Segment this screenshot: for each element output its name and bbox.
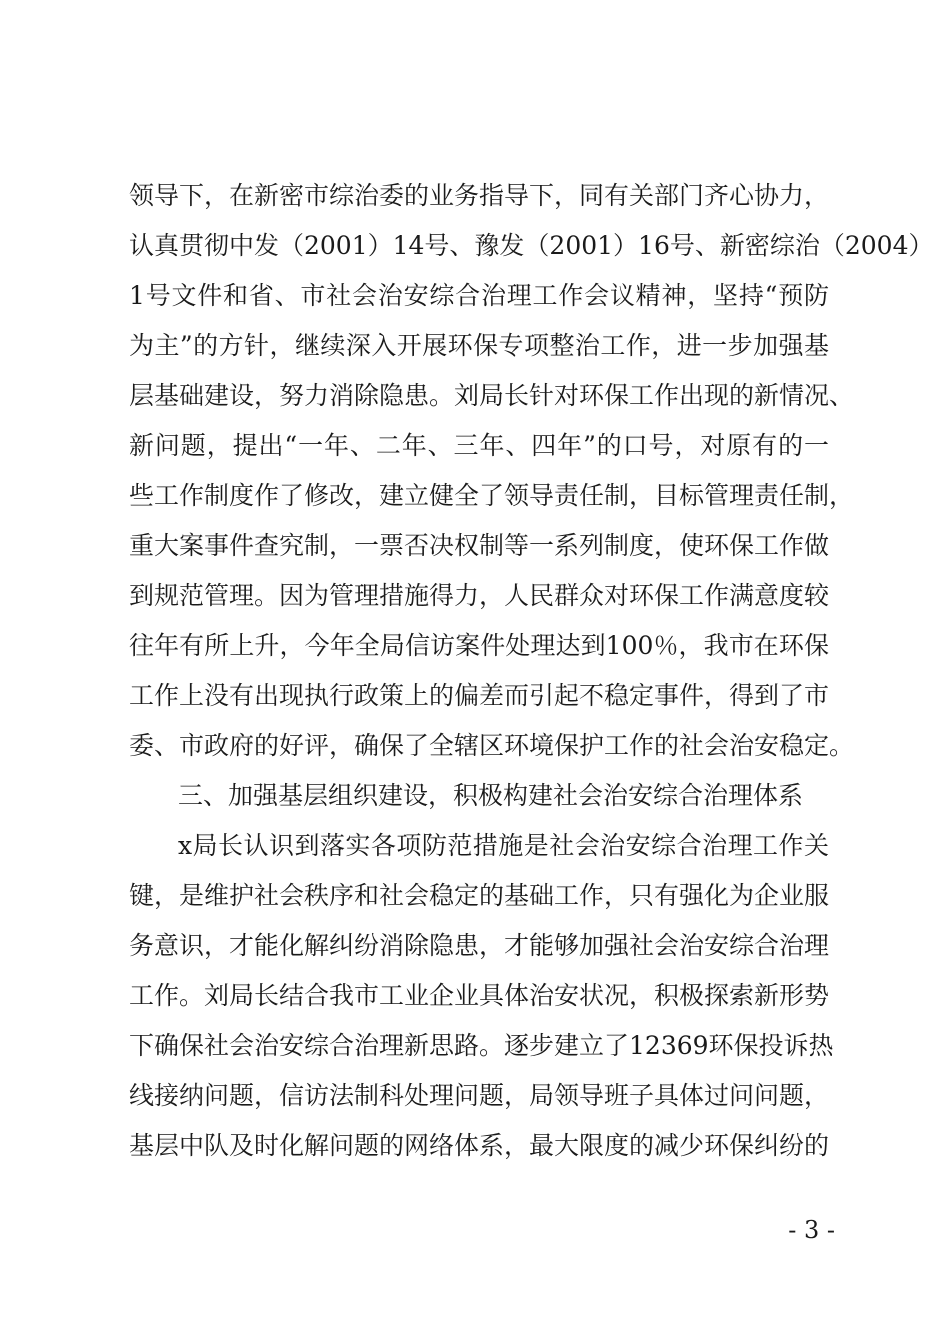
text-line: 往年有所上升，今年全局信访案件处理达到100％，我市在环保 [129, 631, 829, 660]
text-line: 重大案事件查究制，一票否决权制等一系列制度，使环保工作做 [129, 531, 830, 560]
text-line: 基层中队及时化解问题的网络体系，最大限度的减少环保纠纷的 [129, 1131, 830, 1160]
text-line: 工作上没有出现执行政策上的偏差而引起不稳定事件，得到了市 [129, 681, 830, 710]
page-number: - 3 - [788, 1216, 835, 1244]
text-line: 些工作制度作了修改，建立健全了领导责任制，目标管理责任制， [129, 481, 855, 510]
paragraph-first-line: x局长认识到落实各项防范措施是社会治安综合治理工作关 [178, 831, 829, 860]
text-line: 新问题，提出“一年、二年、三年、四年”的口号，对原有的一 [129, 431, 829, 460]
text-line: 务意识，才能化解纠纷消除隐患，才能够加强社会治安综合治理 [129, 931, 830, 960]
section-heading: 三、加强基层组织建设，积极构建社会治安综合治理体系 [178, 781, 804, 810]
text-line: 下确保社会治安综合治理新思路。逐步建立了12369环保投诉热 [129, 1031, 834, 1060]
text-line: 领导下，在新密市综治委的业务指导下，同有关部门齐心协力， [129, 181, 830, 210]
text-line: 线接纳问题，信访法制科处理问题，局领导班子具体过问问题， [129, 1081, 830, 1110]
text-line: 到规范管理。因为管理措施得力，人民群众对环保工作满意度较 [129, 581, 830, 610]
text-line: 工作。刘局长结合我市工业企业具体治安状况，积极探索新形势 [129, 981, 830, 1010]
text-line: 认真贯彻中发（2001）14号、豫发（2001）16号、新密综治（2004） [129, 231, 934, 260]
text-line: 为主”的方针，继续深入开展环保专项整治工作，进一步加强基 [129, 331, 829, 360]
text-line: 委、市政府的好评，确保了全辖区环境保护工作的社会治安稳定。 [129, 731, 855, 760]
text-line: 1号文件和省、市社会治安综合治理工作会议精神，坚持“预防 [129, 281, 829, 310]
text-line: 键，是维护社会秩序和社会稳定的基础工作，只有强化为企业服 [129, 881, 830, 910]
text-line: 层基础建设，努力消除隐患。刘局长针对环保工作出现的新情况、 [129, 381, 855, 410]
